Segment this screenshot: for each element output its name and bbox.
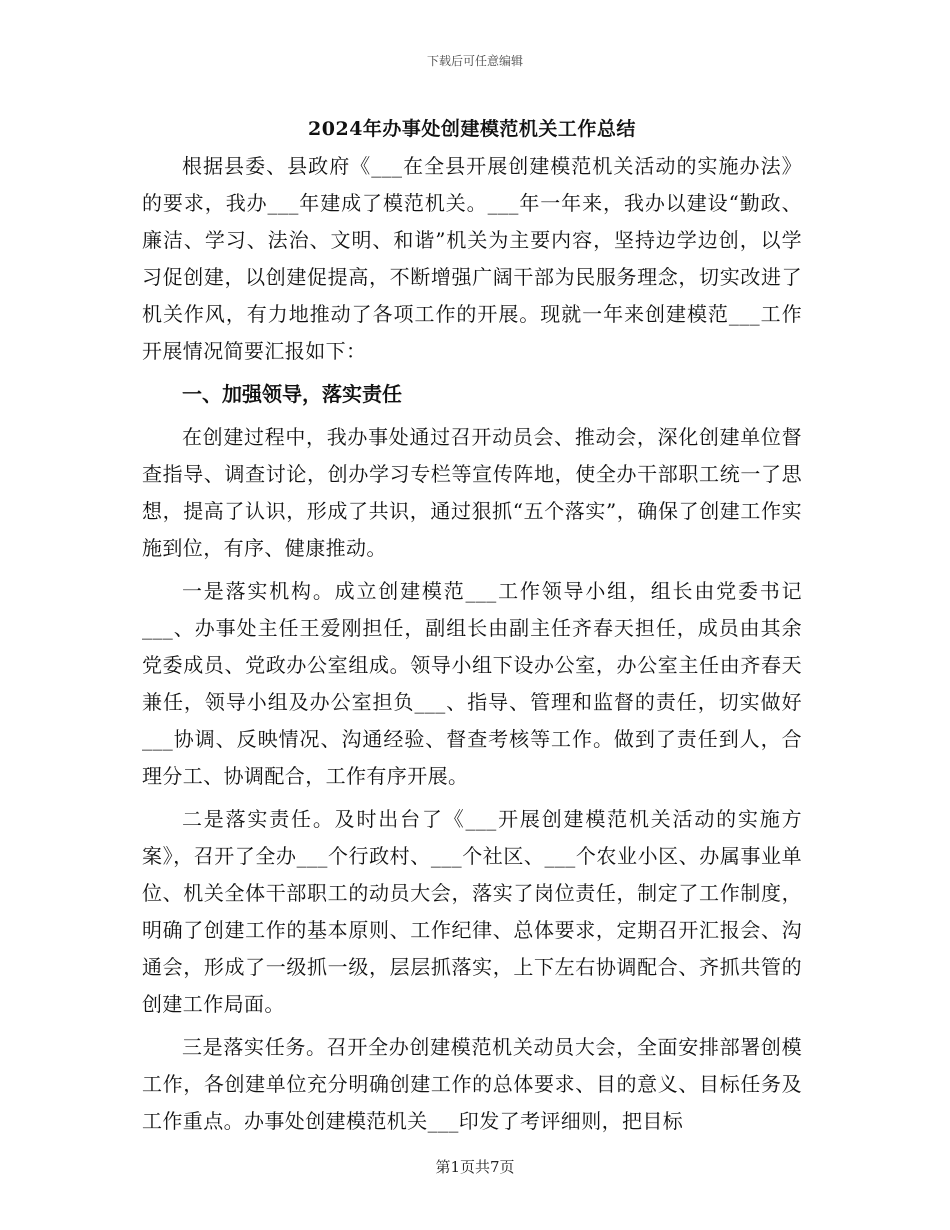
document-body bbox=[142, 110, 802, 1140]
intro-paragraph: 根据县委、县政府《___在全县开展创建模范机关活动的实施办法》的要求，我办___年建成了模范机关。___年一年来，我办以建设“勤政、廉洁、学习、法治、文明、和谐”机关为主要内容，坚持边学边创，以学习促创建，以创建促提高，不断增强广阔干部为民服务理念，切实改进了机关作风，有力地推动了各项工作的开展。现就一年来创建模范___工作开展情况简要汇报如下： bbox=[142, 154, 802, 363]
page-header-note: 下载后可任意编辑 bbox=[426, 54, 523, 68]
body-paragraph: 一是落实机构。成立创建模范___工作领导小组，组长由党委书记___、办事处主任王爱刚担任，副组长由副主任齐春天担任，成员由其余党委成员、党政办公室组成。领导小组下设办公室，办公室主任由齐春天兼任，领导小组及办公室担负___、指导、管理和监督的责任，切实做好___协调、反映情况、沟通经验、督查考核等工作。做到了责任到人，合理分工、协调配合，工作有序开展。 bbox=[142, 579, 802, 788]
body-paragraph: 二是落实责任。及时出台了《___开展创建模范机关活动的实施方案》，召开了全办___个行政村、___个社区、___个农业小区、办属事业单位、机关全体干部职工的动员大会，落实了岗位责任，制定了工作制度，明确了创建工作的基本原则、工作纪律、总体要求，定期召开汇报会、沟通会，形成了一级抓一级，层层抓落实，上下左右协调配合、齐抓共管的创建工作局面。 bbox=[142, 807, 802, 1016]
body-paragraph: 在创建过程中，我办事处通过召开动员会、推动会，深化创建单位督查指导、调查讨论，创办学习专栏等宣传阵地，使全办干部职工统一了思想，提高了认识，形成了共识，通过狠抓“五个落实”，确保了创建工作实施到位，有序、健康推动。 bbox=[142, 425, 802, 560]
body-paragraph: 三是落实任务。召开全办创建模范机关动员大会，全面安排部署创模工作，各创建单位充分明确创建工作的总体要求、目的意义、目标任务及工作重点。办事处创建模范机关___印发了考评细则，把目标 bbox=[142, 1035, 802, 1133]
document-title: 2024年办事处创建模范机关工作总结 bbox=[308, 118, 636, 140]
page-number-footer: 第1页共7页 bbox=[435, 1158, 515, 1176]
section-heading-1: 一、加强领导，落实责任 bbox=[182, 382, 402, 406]
